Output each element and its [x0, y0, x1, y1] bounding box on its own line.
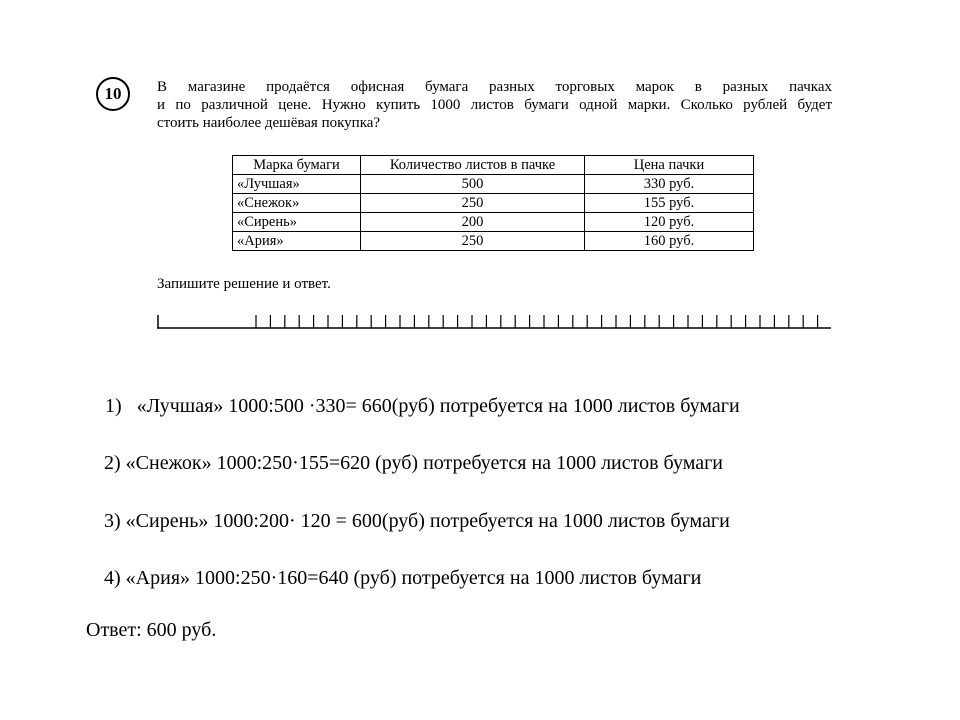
answer-ruler-svg [157, 315, 831, 329]
answer-ruler [157, 315, 831, 329]
step-marker: 3) [104, 510, 121, 532]
step-text: «Лучшая» 1000:500 ·330= 660(руб) потребуется на 1000 листов бумаги [136, 395, 740, 417]
cell-qty: 250 [361, 194, 585, 213]
solution-step [104, 452, 723, 475]
question-text [157, 78, 832, 132]
instruction-text: Запишите решение и ответ. [157, 276, 331, 292]
cell-qty: 250 [361, 232, 585, 251]
table-row [233, 194, 754, 213]
cell-qty: 200 [361, 213, 585, 232]
table-row [233, 232, 754, 251]
step-marker: 1) [105, 395, 122, 417]
table-header-row [233, 156, 754, 175]
question-line: стоить наиболее дешёвая покупка? [157, 115, 381, 131]
header-price: Цена пачки [585, 156, 754, 175]
header-brand: Марка бумаги [233, 156, 361, 175]
cell-brand: «Лучшая» [233, 175, 361, 194]
question-line: и по различной цене. Нужно купить 1000 листов бумаги одной марки. Сколько рублей будет [157, 97, 832, 113]
cell-price: 160 руб. [585, 232, 754, 251]
cell-price: 155 руб. [585, 194, 754, 213]
task-number: 10 [104, 84, 122, 103]
ruler-ticks [256, 315, 818, 328]
cell-price: 330 руб. [585, 175, 754, 194]
solution-step [105, 395, 740, 418]
header-qty: Количество листов в пачке [361, 156, 585, 175]
step-text: «Сирень» 1000:200· 120 = 600(руб) потребуется на 1000 листов бумаги [125, 510, 730, 532]
task-number-badge [96, 77, 130, 111]
question-line: В магазине продаётся офисная бумага разных торговых марок в разных пачках [157, 79, 832, 95]
cell-brand: «Снежок» [233, 194, 361, 213]
table-row [233, 175, 754, 194]
step-marker: 2) [104, 452, 121, 474]
paper-table [232, 155, 754, 251]
step-text: «Снежок» 1000:250·155=620 (руб) потребуется на 1000 листов бумаги [125, 452, 723, 474]
final-answer: Ответ: 600 руб. [86, 619, 217, 641]
step-marker: 4) [104, 567, 121, 589]
table-row [233, 213, 754, 232]
cell-brand: «Сирень» [233, 213, 361, 232]
solution-step [104, 567, 701, 590]
cell-qty: 500 [361, 175, 585, 194]
solution-step [104, 510, 730, 533]
cell-brand: «Ария» [233, 232, 361, 251]
step-text: «Ария» 1000:250·160=640 (руб) потребуется на 1000 листов бумаги [125, 567, 702, 589]
cell-price: 120 руб. [585, 213, 754, 232]
